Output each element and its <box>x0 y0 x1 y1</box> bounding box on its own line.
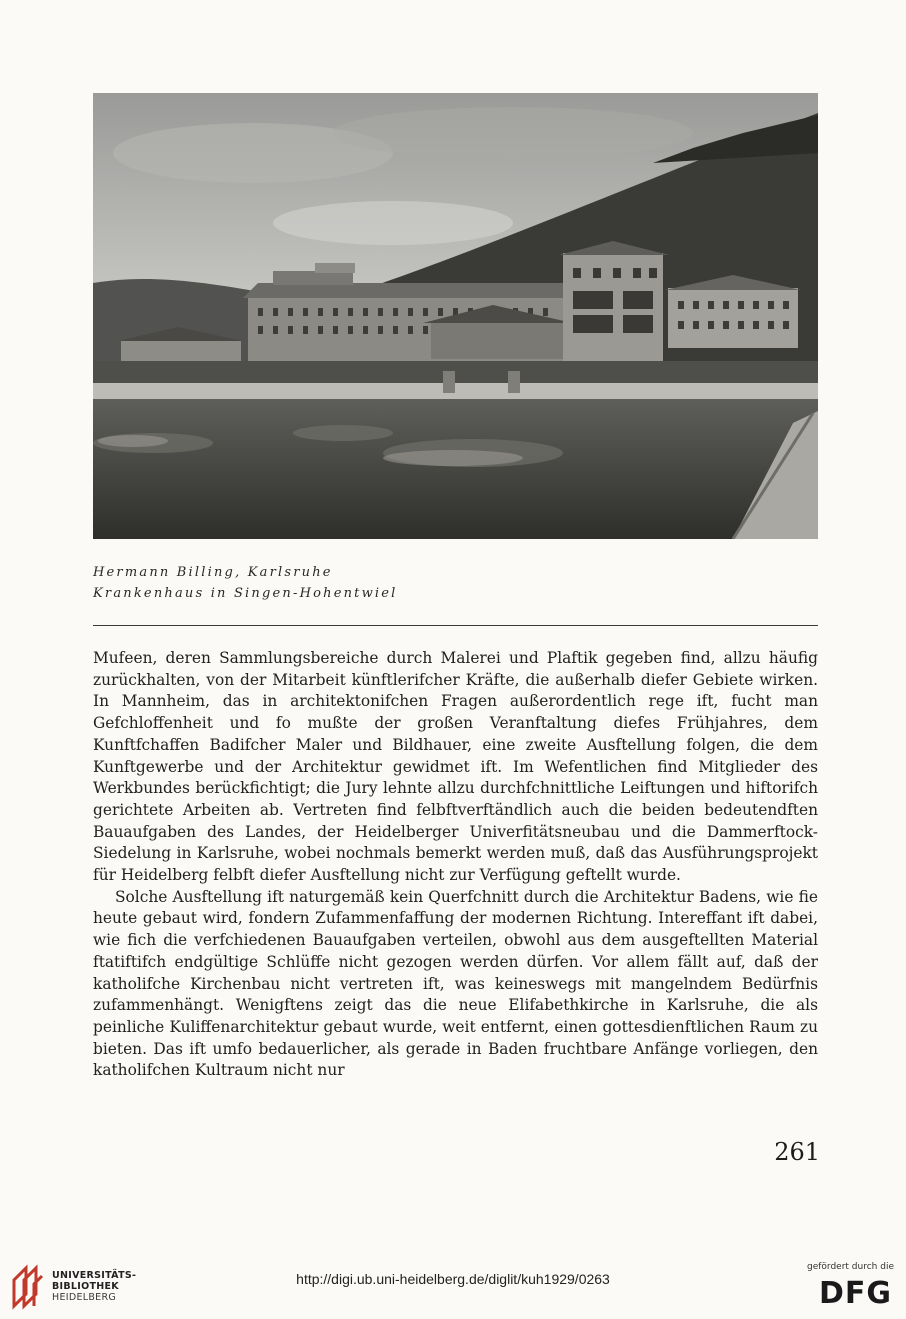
funded-by-text: gefördert durch die <box>807 1262 894 1272</box>
library-logo[interactable] <box>10 1262 170 1312</box>
library-line-3: HEIDELBERG <box>52 1292 117 1303</box>
library-line-1: UNIVERSITÄTS- <box>52 1270 137 1281</box>
paragraph-1: Mufeen, deren Sammlungsbereiche durch Malerei und Plaftik gegeben find, allzu häufig zurückhalten, von der Mitarbeit künftlerifcher Kräfte, die außerhalb diefer Gebiete wirken. In Mannheim, das in architektonifchen Fragen außerordentlich rege ift, fucht man Gefchloffenheit und fo mußte der großen Veranftaltung diefes Frühjahres, dem Kunftfchaffen Badifcher Maler und Bildhauer, eine zweite Ausftellung folgen, die dem Kunftgewerbe und der Architektur gewidmet ift. Im Wefentlichen find Mitglieder des Werkbundes berückfichtigt; die Jury lehnte allzu durchfchnittliche Leiftungen und hiftorifch gerichtete Arbeiten ab. Vertreten find felbftverftändlich auch die beiden bedeutendften Bauaufgaben des Landes, der Heidelberger Univerfitätsneubau und die Dammerftock-Siedelung in Karlsruhe, wobei nochmals bemerkt werden muß, daß das Ausführungsprojekt für Heidelberg felbft diefer Ausftellung nicht zur Verfügung geftellt wurde. <box>93 649 818 885</box>
body-text <box>93 648 818 1082</box>
source-url-link[interactable]: http://digi.ub.uni-heidelberg.de/diglit/kuh1929/0263 <box>296 1271 610 1287</box>
divider <box>93 625 818 626</box>
paragraph-2: Solche Ausftellung ift naturgemäß kein Querfchnitt durch die Architektur Badens, wie fie heute gebaut wird, fondern Zufammenfaffung der modernen Richtung. Intereffant ift dabei, wie fich die verfchiedenen Bauaufgaben verteilen, obwohl aus dem ausgeftellten Material ftatiftifch endgültige Schlüffe nicht gezogen werden dürfen. Vor allem fällt auf, daß der katholifche Kirchenbau nicht vertreten ift, was keineswegs mit mangelndem Bedürfnis zufammenhängt. Wenigftens zeigt das die neue Elifabethkirche in Karlsruhe, die als peinliche Kuliffenarchitektur gebaut wurde, weit entfernt, einen gottesdienftlichen Raum zu bieten. Das ift umfo bedauerlicher, als gerade in Baden fruchtbare Anfänge vorliegen, den katholifchen Kultraum nicht nur <box>93 887 818 1080</box>
dfg-logo-text: DFG <box>818 1276 892 1311</box>
library-line-2: BIBLIOTHEK <box>52 1281 119 1292</box>
dfg-logo[interactable] <box>796 1262 900 1314</box>
caption-title: Krankenhaus in Singen-Hohentwiel <box>93 586 398 601</box>
hospital-photograph <box>93 93 818 539</box>
page-number: 261 <box>774 1138 820 1166</box>
caption-author: Hermann Billing, Karlsruhe <box>93 565 333 580</box>
